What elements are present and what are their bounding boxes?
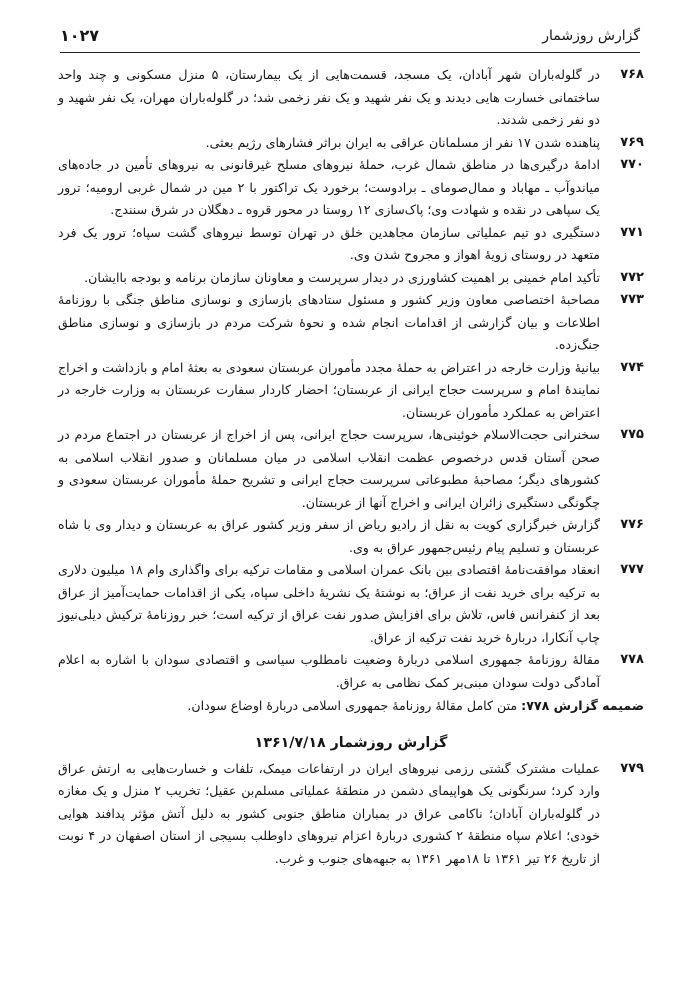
entries-list [58,64,644,694]
entry-text: بیانیهٔ وزارت خارجه در اعتراض به حملهٔ مجدد مأموران عربستان سعودی به بعثهٔ امام و بازداشت و اخراج نمایندهٔ امام و سرپرست حجاج ایرانی از عربستان؛ احضار کاردار سفارت عربستان به وزارت خارجه در اعتراض به عملکرد مأموران عربستان. [58,359,600,420]
report-entry [58,649,644,694]
page-number: ۱۰۲۷ [60,26,100,45]
entry-number: ۷۷۶ [620,517,644,532]
report-entry [58,132,644,155]
entry-number: ۷۷۲ [620,269,644,285]
entry-number: ۷۷۰ [620,157,644,172]
report-entry [58,424,644,514]
entry-number: ۷۷۵ [620,427,644,442]
supplement-label: ضمیمه گزارش ۷۷۸: [521,698,644,713]
supplement-text: متن کامل مقالهٔ روزنامهٔ جمهوری اسلامی دربارهٔ اوضاع سودان. [187,698,518,713]
entry-number: ۷۶۸ [620,67,644,82]
entry-text: انعقاد موافقت‌نامهٔ اقتصادی بین بانک عمران اسلامی و مقامات ترکیه برای واگذاری وام ۱۸ میلیون دلاری به ترکیه برای خرید نفت از عراق؛ به نوشتهٔ یک نشریهٔ داخلی سپاه، یکی از اقدامات حمایت‌آمیز از عراق بعد از کنفرانس فاس، تلاش برای افزایش صدور نفت عراق از ترکیه است؛ خبر روزنامهٔ ترکیش دیلی‌نیوز چاپ آنکارا، دربارهٔ خرید نفت ترکیه از عراق. [58,562,600,645]
header-title: گزارش روزشمار [542,28,640,44]
running-header [60,22,640,53]
entry-text: سخنرانی حجت‌الاسلام خوئینی‌ها، سرپرست حجاج ایرانی، پس از اخراج از عربستان در اجتماع مردم در صحن آستان قدس درخصوص عظمت انقلاب اسلامی در میان مسلمانان و صدور انقلاب اسلامی به کشورهای دیگر؛ مصاحبهٔ مطبوعاتی سرپرست حجاج ایرانی و تشریح حملهٔ مأموران عربستان سعودی و چگونگی دستگیری زائران ایرانی و اخراج آنها از عربستان. [58,427,600,510]
entry-text: ادامهٔ درگیری‌ها در مناطق شمال غرب، حملهٔ نیروهای مسلح غیرقانونی به نیروهای تأمین در جاده‌های میاندوآب ـ مهاباد و ممال‌صومای ـ برادوست؛ برخورد یک تراکتور با ۲ مین در شمال غربی ارومیه؛ ترور یک سپاهی در نقده و شهادت وی؛ پاک‌سازی ۱۲ روستا در محور قروه ـ دهگلان در شرق سنندج. [58,157,600,217]
entry-text: دستگیری دو تیم عملیاتی سازمان مجاهدین خلق در تهران توسط نیروهای گشت سپاه؛ ترور یک فرد متعهد در روستای زویهٔ اهواز و مجروح شدن وی. [58,224,600,262]
entry-number: ۷۶۹ [620,134,644,150]
entry-text: تأکید امام خمینی بر اهمیت کشاورزی در دیدار سرپرست و معاونان سازمان برنامه و بودجه باایشان. [84,269,600,285]
report-entry [58,289,644,357]
report-entry [58,154,644,222]
entry-number: ۷۷۱ [620,224,644,240]
report-entry [58,357,644,425]
entry-text: مصاحبهٔ اختصاصی معاون وزیر کشور و مسئول ستادهای بازسازی و نوسازی مناطق جنگی با روزنامهٔ اطلاعات و بیان گزارشی از اقدامات انجام شده و نحوهٔ شرکت مردم در بازسازی و نوسازی مناطق جنگ‌زده. [58,292,600,352]
entry-number: ۷۷۴ [620,359,644,375]
report-entry [58,64,644,132]
report-entry [58,559,644,649]
entry-text: گزارش خبرگزاری کویت به نقل از رادیو ریاض از سفر وزیر کشور عراق به عربستان و دیدار وی با شاه عربستان و تسلیم پیام رئیس‌جمهور عراق به وی. [58,517,600,555]
entry-text: پناهنده شدن ۱۷ نفر از مسلمانان عراقی به ایران براثر فشارهای رژیم بعثی. [205,134,600,150]
entry-number: ۷۷۳ [620,292,644,307]
report-entry [58,222,644,267]
page-body [58,64,644,870]
entry-number: ۷۷۹ [620,760,644,776]
report-entry [58,758,644,871]
report-entry [58,267,644,290]
report-entry [58,514,644,559]
entry-text: مقالهٔ روزنامهٔ جمهوری اسلامی دربارهٔ وضعیت نامطلوب سیاسی و اقتصادی سودان با اشاره به اعلام آمادگی دولت سودان مبنی‌بر کمک نظامی به عراق. [58,652,600,690]
entry-text: عملیات مشترک گشتی رزمی نیروهای ایران در ارتفاعات میمک، تلفات و خسارت‌هایی به ارتش عراق وارد کرد؛ سرنگونی یک هواپیمای دشمن در منطقهٔ عملیاتی مسلم‌بن عقیل؛ تخریب ۲ منزل و یک مغازه در گلوله‌باران آبادان؛ ناکامی عراق در بمباران مناطق جنوبی کشور به دلیل آتش مؤثر پدافند هوایی خودی؛ اعلام سپاه منطقهٔ ۲ کشوری دربارهٔ اعزام نیروهای داوطلب بسیجی از استان اصفهان در ۴ نوبت از تاریخ ۲۶ تیر ۱۳۶۱ تا ۱۸مهر ۱۳۶۱ به جبهه‌های جنوب و غرب. [58,760,600,866]
entry-number: ۷۷۸ [620,652,644,667]
entry-text: در گلوله‌باران شهر آبادان، یک مسجد، قسمت‌هایی از یک بیمارستان، ۵ منزل مسکونی و چند واحد ساختمانی خسارت هایی دیدند و یک نفر شهید و یک نفر زخمی شد؛ در گلوله‌باران مهران، یک نفر شهید و دو نفر زخمی شدند. [58,67,600,127]
entries-list-2 [58,758,644,871]
entry-number: ۷۷۷ [620,562,644,577]
section-heading: گزارش روزشمار ۱۳۶۱/۷/۱۸ [254,734,448,751]
supplement-note [58,695,644,718]
